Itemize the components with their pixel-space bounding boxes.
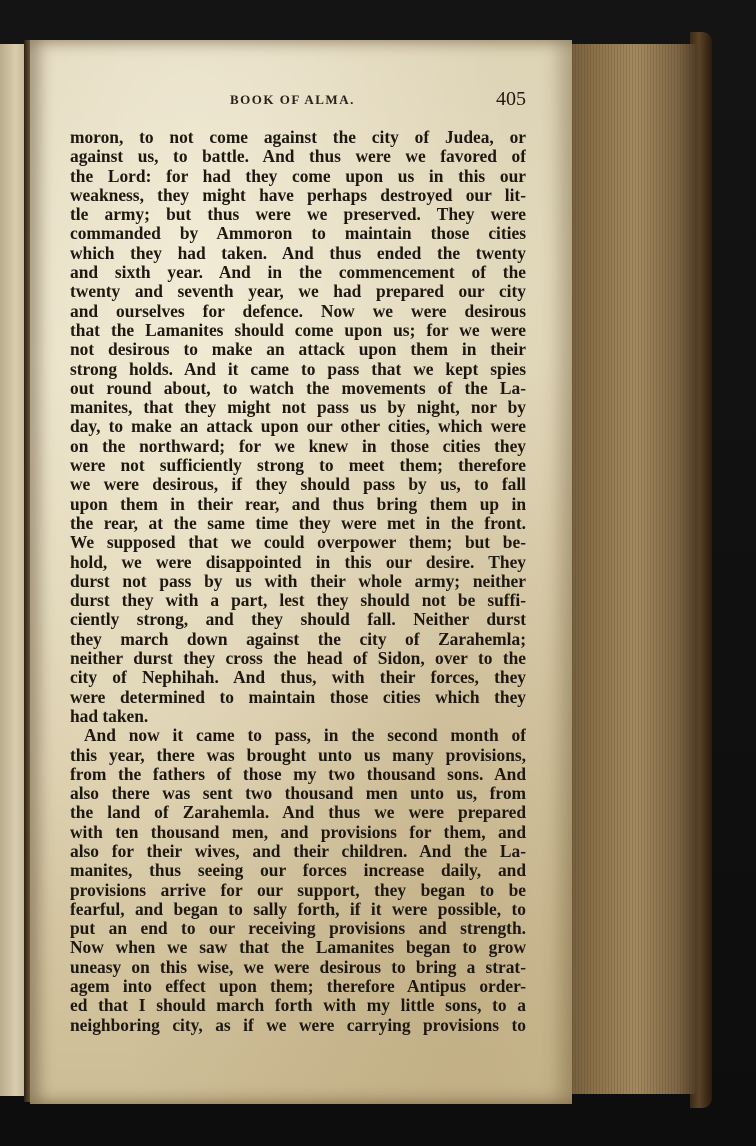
text-line: neither durst they cross the head of Sidon, over to the	[70, 649, 526, 669]
text-line: durst not pass by us with their whole army; neither	[70, 571, 526, 591]
text-line: weakness, they might have perhaps destroyed our lit-	[70, 185, 526, 205]
text-line: tle army; but thus were we preserved. They were	[70, 205, 526, 225]
text-line: that the Lamanites should come upon us; for we were	[70, 320, 526, 340]
text-line: uneasy on this wise, we were desirous to bring a strat-	[70, 957, 526, 977]
text-line: upon them in their rear, and thus bring them up in	[70, 494, 526, 514]
text-line: fearful, and began to sally forth, if it were possible, to	[70, 899, 526, 919]
text-line: put an end to our receiving provisions and strength.	[70, 919, 526, 939]
text-line: strong holds. And it came to pass that we kept spies	[70, 359, 526, 379]
text-line: were determined to maintain those cities which they	[70, 687, 526, 707]
text-line: on the northward; for we knew in those cities they	[70, 436, 526, 456]
text-line: neighboring city, as if we were carrying provisions to	[70, 1015, 526, 1035]
text-line: Now when we saw that the Lamanites began to grow	[70, 938, 526, 958]
text-line: manites, thus seeing our forces increase daily, and	[70, 861, 526, 881]
text-line: and ourselves for defence. Now we were desirous	[70, 301, 526, 321]
text-line: hold, we were disappointed in this our desire. They	[70, 552, 526, 572]
text-line: twenty and seventh year, we had prepared our city	[70, 282, 526, 302]
text-line: agem into effect upon them; therefore Antipus order-	[70, 977, 526, 997]
running-head-title: BOOK OF ALMA.	[230, 92, 355, 107]
text-line: also for their wives, and their children. And the La-	[70, 841, 526, 861]
text-line: we were desirous, if they should pass by us, to fall	[70, 475, 526, 495]
text-line: with ten thousand men, and provisions for them, and	[70, 822, 526, 842]
text-line: and sixth year. And in the commencement of the	[70, 263, 526, 283]
text-line: And now it came to pass, in the second month of	[84, 726, 526, 746]
text-line: ed that I should march forth with my little sons, to a	[70, 996, 526, 1016]
text-line: were not sufficiently strong to meet them; therefore	[70, 456, 526, 476]
text-line: this year, there was brought unto us many provisions,	[70, 745, 526, 765]
text-line: day, to make an attack upon our other cities, which were	[70, 417, 526, 437]
text-line: city of Nephihah. And thus, with their forces, they	[70, 668, 526, 688]
book-page	[30, 40, 572, 1104]
page-fore-edge	[560, 44, 698, 1094]
body-text	[70, 128, 526, 1035]
text-line: out round about, to watch the movements of the La-	[70, 378, 526, 398]
text-line: which they had taken. And thus ended the twenty	[70, 243, 526, 263]
text-line: also there was sent two thousand men unto us, from	[70, 784, 526, 804]
text-line: We supposed that we could overpower them; but be-	[70, 533, 526, 553]
text-line: they march down against the city of Zarahemla;	[70, 629, 526, 649]
text-line: the Lord: for had they come upon us in this our	[70, 166, 526, 186]
text-line: had taken.	[70, 706, 149, 726]
text-line: durst they with a part, lest they should not be suffi-	[70, 591, 526, 611]
text-line: the land of Zarahemla. And thus we were prepared	[70, 803, 526, 823]
text-line: against us, to battle. And thus were we favored of	[70, 147, 526, 167]
text-line: commanded by Ammoron to maintain those cities	[70, 224, 526, 244]
text-line: ciently strong, and they should fall. Neither durst	[70, 610, 526, 630]
page-number: 405	[496, 88, 526, 110]
text-line: provisions arrive for our support, they began to be	[70, 880, 526, 900]
text-line: manites, that they might not pass us by night, nor by	[70, 398, 526, 418]
running-head	[30, 90, 572, 114]
text-line: not desirous to make an attack upon them in their	[70, 340, 526, 360]
text-line: moron, to not come against the city of Judea, or	[70, 128, 526, 147]
text-line: from the fathers of those my two thousand sons. And	[70, 764, 526, 784]
text-line: the rear, at the same time they were met in the front.	[70, 513, 526, 533]
